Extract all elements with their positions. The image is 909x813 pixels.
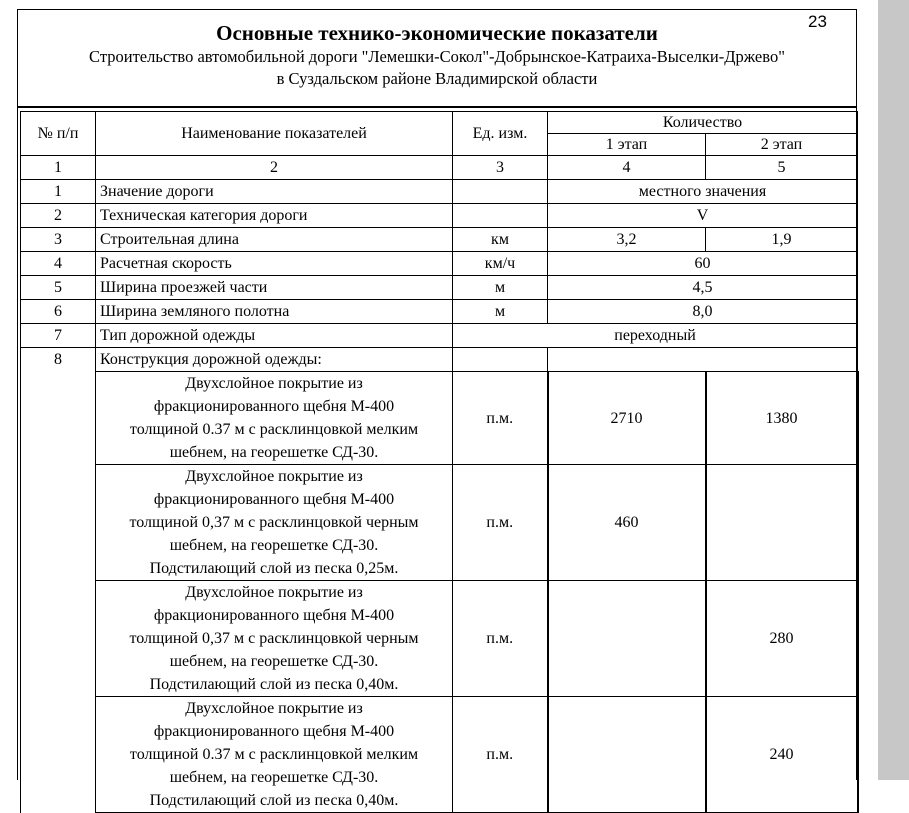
construction-unit: п.м.	[453, 581, 548, 697]
row-number: 7	[21, 324, 96, 348]
row-name: Строительная длина	[96, 228, 453, 252]
row-value: переходный	[453, 324, 858, 348]
header-num: № п/п	[21, 112, 96, 156]
row-name: Расчетная скорость	[96, 252, 453, 276]
row-number: 1	[21, 180, 96, 204]
table-row	[21, 252, 858, 276]
table-row	[21, 276, 858, 300]
row-number: 5	[21, 276, 96, 300]
construction-stage2: 1380	[706, 372, 858, 465]
vertical-scrollbar[interactable]	[878, 0, 909, 780]
row-stage2-value: 1,9	[706, 228, 858, 252]
row-number	[21, 465, 96, 581]
row-unit	[453, 348, 548, 372]
table-row	[21, 324, 858, 348]
row-number	[21, 581, 96, 697]
column-number: 3	[453, 156, 548, 180]
header-separator	[17, 106, 857, 108]
header-quantity: Количество	[548, 112, 858, 134]
row-name: Ширина земляного полотна	[96, 300, 453, 324]
document-title: Основные технико-экономические показатели	[216, 21, 658, 45]
construction-row	[21, 465, 858, 581]
table-row	[21, 204, 858, 228]
column-number: 1	[21, 156, 96, 180]
column-number: 4	[548, 156, 706, 180]
row-number	[21, 697, 96, 813]
row-number	[21, 372, 96, 465]
row-name: Тип дорожной одежды	[96, 324, 453, 348]
construction-stage2: 240	[706, 697, 858, 813]
header-stage2: 2 этап	[706, 134, 858, 156]
row-unit	[453, 204, 548, 228]
document-subtitle-line2: в Суздальском районе Владимирской области	[276, 69, 598, 88]
construction-description: Двухслойное покрытие из фракционированного щебня М-400 толщиной 0.37 м с расклинцовкой мелким шебнем, на георешетке СД-30. Подстилающий слой из песка 0,40м.	[96, 697, 453, 813]
header-stage1: 1 этап	[548, 134, 706, 156]
row-number: 3	[21, 228, 96, 252]
construction-unit: п.м.	[453, 697, 548, 813]
construction-stage1	[548, 581, 706, 697]
indicators-table	[20, 111, 859, 813]
construction-stage1: 460	[548, 465, 706, 581]
construction-row	[21, 581, 858, 697]
construction-stage2: 280	[706, 581, 858, 697]
table-row	[21, 300, 858, 324]
row-value: V	[548, 204, 858, 228]
table-row	[21, 180, 858, 204]
row-value: 8,0	[548, 300, 858, 324]
construction-description: Двухслойное покрытие из фракционированного щебня М-400 толщиной 0,37 м с расклинцовкой черным шебнем, на георешетке СД-30. Подстилающий слой из песка 0,25м.	[96, 465, 453, 581]
row-number: 6	[21, 300, 96, 324]
column-number: 5	[706, 156, 858, 180]
row-value: 60	[548, 252, 858, 276]
page-number: 23	[808, 12, 827, 31]
document-subtitle-line1: Строительство автомобильной дороги "Лемешки-Сокол"-Добрынское-Катраиха-Выселки-Држево"	[89, 47, 785, 66]
row-value: местного значения	[548, 180, 858, 204]
construction-description: Двухслойное покрытие из фракционированного щебня М-400 толщиной 0,37 м с расклинцовкой черным шебнем, на георешетке СД-30. Подстилающий слой из песка 0,40м.	[96, 581, 453, 697]
construction-row	[21, 372, 858, 465]
construction-stage2	[706, 465, 858, 581]
row-value: 4,5	[548, 276, 858, 300]
table-header-row	[21, 112, 858, 134]
table-row	[21, 228, 858, 252]
row-unit: м	[453, 300, 548, 324]
row-stage1-value: 3,2	[548, 228, 706, 252]
row-number: 4	[21, 252, 96, 276]
column-number-row	[21, 156, 858, 180]
row-name: Ширина проезжей части	[96, 276, 453, 300]
header-name: Наименование показателей	[96, 112, 453, 156]
row-name: Конструкция дорожной одежды:	[96, 348, 453, 372]
construction-stage1: 2710	[548, 372, 706, 465]
row-name: Техническая категория дороги	[96, 204, 453, 228]
row-name: Значение дороги	[96, 180, 453, 204]
column-number: 2	[96, 156, 453, 180]
table-row	[21, 348, 858, 372]
construction-description: Двухслойное покрытие из фракционированного щебня М-400 толщиной 0.37 м с расклинцовкой мелким шебнем, на георешетке СД-30.	[96, 372, 453, 465]
construction-stage1	[548, 697, 706, 813]
row-unit: м	[453, 276, 548, 300]
row-number: 2	[21, 204, 96, 228]
row-number: 8	[21, 348, 96, 372]
construction-row	[21, 697, 858, 813]
row-value	[548, 348, 858, 372]
row-unit: км	[453, 228, 548, 252]
row-unit: км/ч	[453, 252, 548, 276]
row-unit	[453, 180, 548, 204]
header-unit: Ед. изм.	[453, 112, 548, 156]
construction-unit: п.м.	[453, 465, 548, 581]
construction-unit: п.м.	[453, 372, 548, 465]
